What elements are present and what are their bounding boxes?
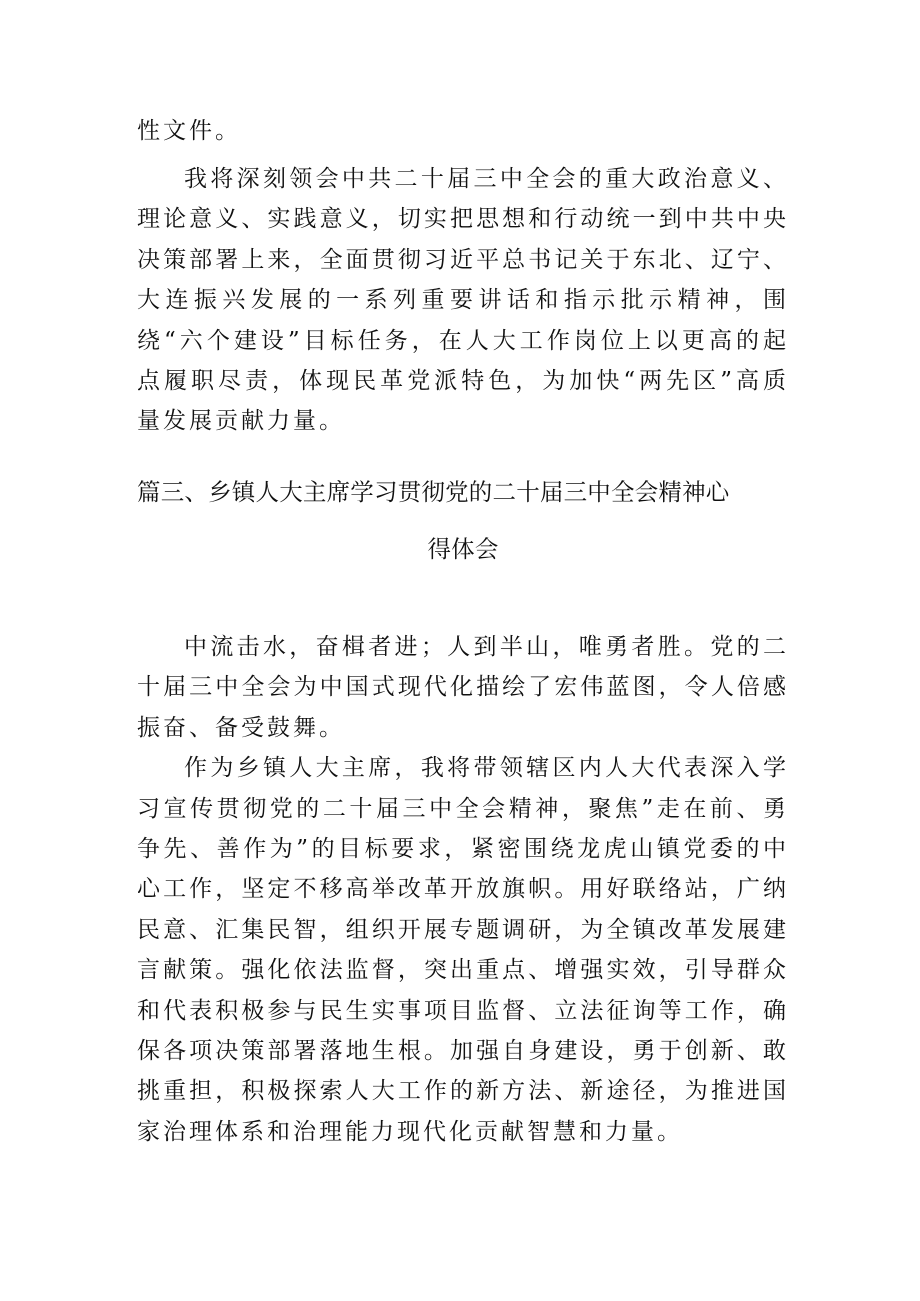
section-heading-line-2: 得体会 <box>427 535 499 563</box>
section-body <box>137 627 789 1152</box>
previous-section-paragraph <box>137 159 789 442</box>
body-paragraph: 作为乡镇人大主席，我将带领辖区内人大代表深入学习宣传贯彻党的二十届三中全会精神，聚焦”走在前、勇争先、善作为”的目标要求，紧密围绕龙虎山镇党委的中心工作，坚定不移高举改革开放旗帜。用好联络站，广纳民意、汇集民智，组织开展专题调研，为全镇改革发展建言献策。强化依法监督，突出重点、增强实效，引导群众和代表积极参与民生实事项目监督、立法征询等工作，确保各项决策部署落地生根。加强自身建设，勇于创新、敢挑重担，积极探索人大工作的新方法、新途径，为推进国家治理体系和治理能力现代化贡献智慧和力量。 <box>137 755 789 1145</box>
body-paragraph: 中流击水，奋楫者进；人到半山，唯勇者胜。党的二十届三中全会为中国式现代化描绘了宏伟蓝图，令人倍感振奋、备受鼓舞。 <box>137 634 789 741</box>
previous-section-tail <box>137 111 789 151</box>
previous-tail-text: 性文件。 <box>137 118 241 144</box>
previous-paragraph-text: 我将深刻领会中共二十届三中全会的重大政治意义、理论意义、实践意义，切实把思想和行动统一到中共中央决策部署上来，全面贯彻习近平总书记关于东北、辽宁、大连振兴发展的一系列重要讲话和指示批示精神，围绕“六个建设”目标任务，在人大工作岗位上以更高的起点履职尽责，体现民革党派特色，为加快“两先区”高质量发展贡献力量。 <box>137 166 789 435</box>
section-heading-line-1: 篇三、乡镇人大主席学习贯彻党的二十届三中全会精神心 <box>137 478 730 506</box>
